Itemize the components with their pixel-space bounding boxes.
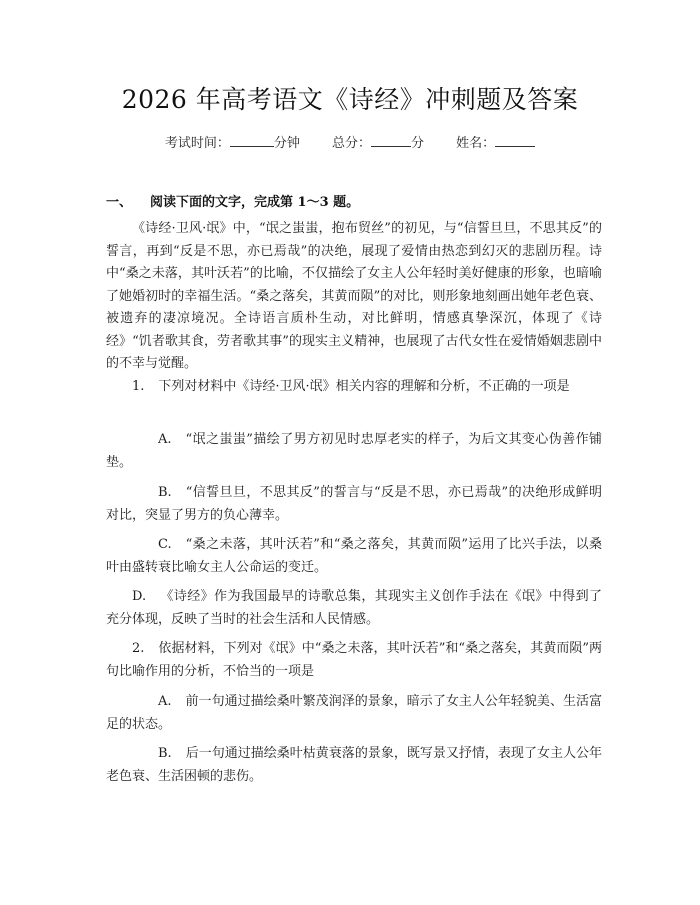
section-heading [106, 191, 359, 210]
option-label: A. [158, 694, 172, 709]
question-1-option-a [106, 429, 602, 474]
score-field [332, 136, 428, 151]
option-label: D. [132, 589, 147, 604]
question-number: 2. [132, 641, 145, 656]
section-number: 一、 [106, 195, 133, 210]
option-label: B. [158, 485, 172, 500]
score-unit: 分 [411, 136, 425, 151]
section-instruction: 阅读下面的文字，完成第 1～3 题。 [150, 195, 360, 210]
question-1-option-b [106, 482, 602, 527]
question-2-option-b [106, 743, 602, 788]
question-stem: 下列对材料中《诗经·卫风·氓》相关内容的理解和分析，不正确的一项是 [158, 379, 570, 394]
option-label: A. [158, 432, 172, 447]
name-label: 姓名： [456, 136, 496, 151]
question-1-option-c [106, 534, 602, 579]
option-text: 后一句通过描绘桑叶枯黄衰落的景象，既写景又抒情，表现了女主人公年老色衰、生活困顿的悲伤。 [106, 746, 602, 784]
option-text: 前一句通过描绘桑叶繁茂润泽的景象，暗示了女主人公年轻貌美、生活富足的状态。 [106, 694, 602, 732]
option-text: “桑之未落，其叶沃若”和“桑之落矣，其黄而陨”运用了比兴手法，以桑叶由盛转衰比喻女主人公命运的变迁。 [106, 537, 602, 575]
score-blank [371, 134, 411, 147]
option-text: “信誓旦旦，不思其反”的誓言与“反是不思，亦已焉哉”的决绝形成鲜明对比，突显了男方的负心薄幸。 [106, 485, 602, 523]
page-title: 2026 年高考语文《诗经》冲刺题及答案 [121, 85, 579, 114]
time-field [165, 136, 304, 151]
option-text: 《诗经》作为我国最早的诗歌总集，其现实主义创作手法在《氓》中得到了充分体现，反映了当时的社会生活和人民情感。 [106, 589, 602, 627]
option-text: “氓之蚩蚩”描绘了男方初见时忠厚老实的样子，为后文其变心伪善作铺垫。 [106, 432, 602, 470]
time-unit: 分钟 [273, 136, 300, 151]
name-field [456, 136, 535, 151]
time-blank [230, 134, 274, 147]
reading-passage: 《诗经·卫风·氓》中，“氓之蚩蚩，抱布贸丝”的初见，与“信誓旦旦，不思其反”的誓言，再到“反是不思，亦已焉哉”的决绝，展现了爱情由热恋到幻灭的悲剧历程。诗中“桑之未落，其叶沃若”的比喻，不仅描绘了女主人公年轻时美好健康的形象，也暗喻了她婚初时的幸福生活。“桑之落矣，其黄而陨”的对比，则形象地刻画出她年老色衰、被遗弃的凄凉境况。全诗语言质朴生动，对比鲜明，情感真挚深沉，体现了《诗经》“饥者歌其食，劳者歌其事”的现实主义精神，也展现了古代女性在爱情婚姻悲剧中的不幸与觉醒。 [106, 221, 602, 371]
question-number: 1. [132, 379, 145, 394]
time-label: 考试时间： [164, 136, 230, 151]
name-blank [495, 134, 535, 147]
score-label: 总分： [331, 136, 371, 151]
option-label: B. [158, 746, 172, 761]
exam-meta [0, 132, 700, 151]
question-1 [106, 376, 602, 399]
question-2-option-a [106, 691, 602, 736]
question-1-option-d [106, 586, 602, 631]
question-2 [106, 638, 602, 683]
option-label: C. [158, 537, 172, 552]
question-stem: 依据材料，下列对《氓》中“桑之未落，其叶沃若”和“桑之落矣，其黄而陨”两句比喻作用的分析，不恰当的一项是 [106, 641, 602, 679]
